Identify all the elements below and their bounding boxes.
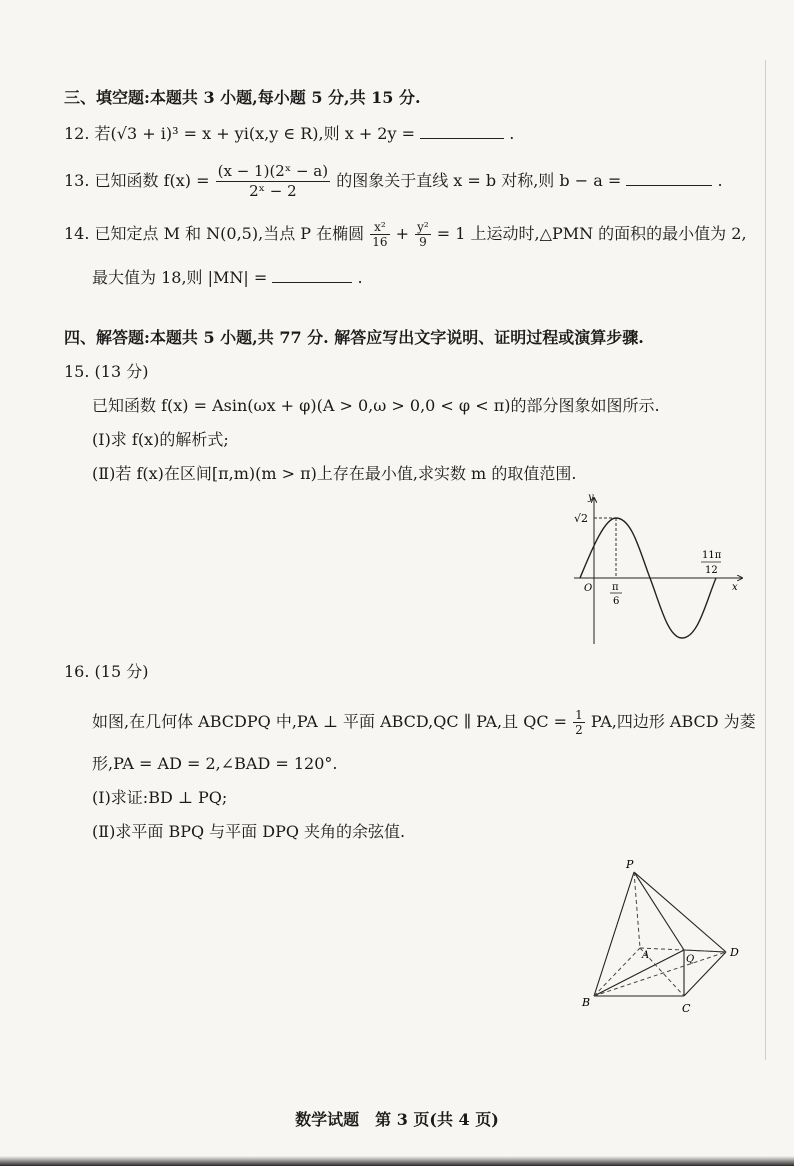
q14-frac2 bbox=[415, 220, 431, 249]
max-value-label: √2 bbox=[574, 512, 589, 525]
q15-stem: 已知函数 f(x) = Asin(ωx + φ)(A > 0,ω > 0,0 < φ < π)的部分图象如图所示. bbox=[92, 396, 660, 415]
q12-end: . bbox=[509, 124, 515, 143]
label-C: C bbox=[682, 1002, 691, 1015]
section4-header: 四、解答题:本题共 5 小题,共 77 分. 解答应写出文字说明、证明过程或演算步骤. bbox=[64, 328, 644, 347]
q14-suffix: = 1 上运动时,△PMN 的面积的最小值为 2, bbox=[436, 224, 747, 243]
q14-end: . bbox=[357, 268, 363, 287]
q12-answer-blank[interactable] bbox=[420, 124, 504, 139]
q13-answer-blank[interactable] bbox=[626, 171, 712, 186]
label-Q: Q bbox=[686, 954, 695, 965]
q16-title: 16. (15 分) bbox=[64, 662, 149, 681]
x-axis-label: x bbox=[732, 582, 738, 593]
tick2-den: 12 bbox=[705, 565, 718, 576]
q16-line1-prefix: 如图,在几何体 ABCDPQ 中,PA ⊥ 平面 ABCD,QC ∥ PA,且 QC = bbox=[92, 712, 568, 731]
edge-PQ bbox=[634, 872, 684, 950]
label-A: A bbox=[642, 950, 650, 961]
q12-text: 12. 若(√3 + i)³ = x + yi(x,y ∈ R),则 x + 2y = bbox=[64, 124, 416, 143]
origin-label: O bbox=[584, 583, 593, 594]
q16-part1: (Ⅰ)求证:BD ⊥ PQ; bbox=[92, 788, 228, 807]
edge-PA-hidden bbox=[634, 872, 640, 948]
q13-suffix: 的图象关于直线 x = b 对称,则 b − a = bbox=[336, 171, 622, 190]
q16-half-den: 2 bbox=[575, 723, 583, 737]
q14-line2: 最大值为 18,则 |MN| = bbox=[92, 268, 268, 287]
q16-half-fraction bbox=[573, 708, 585, 737]
q16-line2: 形,PA = AD = 2,∠BAD = 120°. bbox=[92, 754, 338, 773]
page-edge-shadow bbox=[765, 60, 766, 1060]
q14-frac2-num: y² bbox=[417, 220, 429, 234]
q16-half-num: 1 bbox=[575, 708, 583, 722]
label-D: D bbox=[730, 946, 739, 959]
question-14 bbox=[64, 220, 747, 249]
question-12 bbox=[64, 124, 514, 144]
q14-frac1 bbox=[370, 220, 389, 249]
question-13 bbox=[64, 162, 723, 201]
q16-line1 bbox=[92, 708, 756, 737]
tick1-den: 6 bbox=[613, 596, 620, 607]
edge-BQ bbox=[594, 950, 684, 996]
q14-frac2-den: 9 bbox=[419, 235, 427, 249]
label-P: P bbox=[626, 858, 634, 871]
y-axis-label: y bbox=[588, 492, 594, 503]
q14-answer-blank[interactable] bbox=[272, 268, 352, 283]
section3-header: 三、填空题:本题共 3 小题,每小题 5 分,共 15 分. bbox=[64, 88, 421, 107]
question-14-line2 bbox=[92, 268, 363, 288]
q15-sine-graph bbox=[560, 492, 750, 652]
q13-numerator: (x − 1)(2ˣ − a) bbox=[217, 162, 329, 180]
q14-frac1-den: 16 bbox=[372, 235, 388, 249]
q16-line1-suffix: PA,四边形 ABCD 为菱 bbox=[590, 712, 756, 731]
q15-part1: (Ⅰ)求 f(x)的解析式; bbox=[92, 430, 229, 449]
q14-prefix: 14. 已知定点 M 和 N(0,5),当点 P 在椭圆 bbox=[64, 224, 365, 243]
scan-bottom-shadow bbox=[0, 1156, 794, 1166]
q13-fraction bbox=[216, 162, 330, 201]
q13-end: . bbox=[717, 171, 723, 190]
edge-PB bbox=[594, 872, 634, 996]
tick2-num: 11π bbox=[702, 550, 722, 561]
q14-plus: + bbox=[395, 224, 410, 243]
q15-title: 15. (13 分) bbox=[64, 362, 149, 381]
label-B: B bbox=[582, 996, 591, 1009]
q14-frac1-num: x² bbox=[370, 220, 389, 235]
q16-solid-figure bbox=[576, 852, 756, 1022]
q13-prefix: 13. 已知函数 f(x) = bbox=[64, 171, 210, 190]
page-footer: 数学试题 第 3 页(共 4 页) bbox=[295, 1110, 499, 1129]
edge-PD bbox=[634, 872, 726, 952]
edge-BD-hidden bbox=[594, 952, 726, 996]
q15-part2: (Ⅱ)若 f(x)在区间[π,m)(m > π)上存在最小值,求实数 m 的取值范围. bbox=[92, 464, 577, 483]
q13-denominator: 2ˣ − 2 bbox=[249, 182, 297, 200]
q16-part2: (Ⅱ)求平面 BPQ 与平面 DPQ 夹角的余弦值. bbox=[92, 822, 406, 841]
tick1-num: π bbox=[612, 582, 619, 593]
